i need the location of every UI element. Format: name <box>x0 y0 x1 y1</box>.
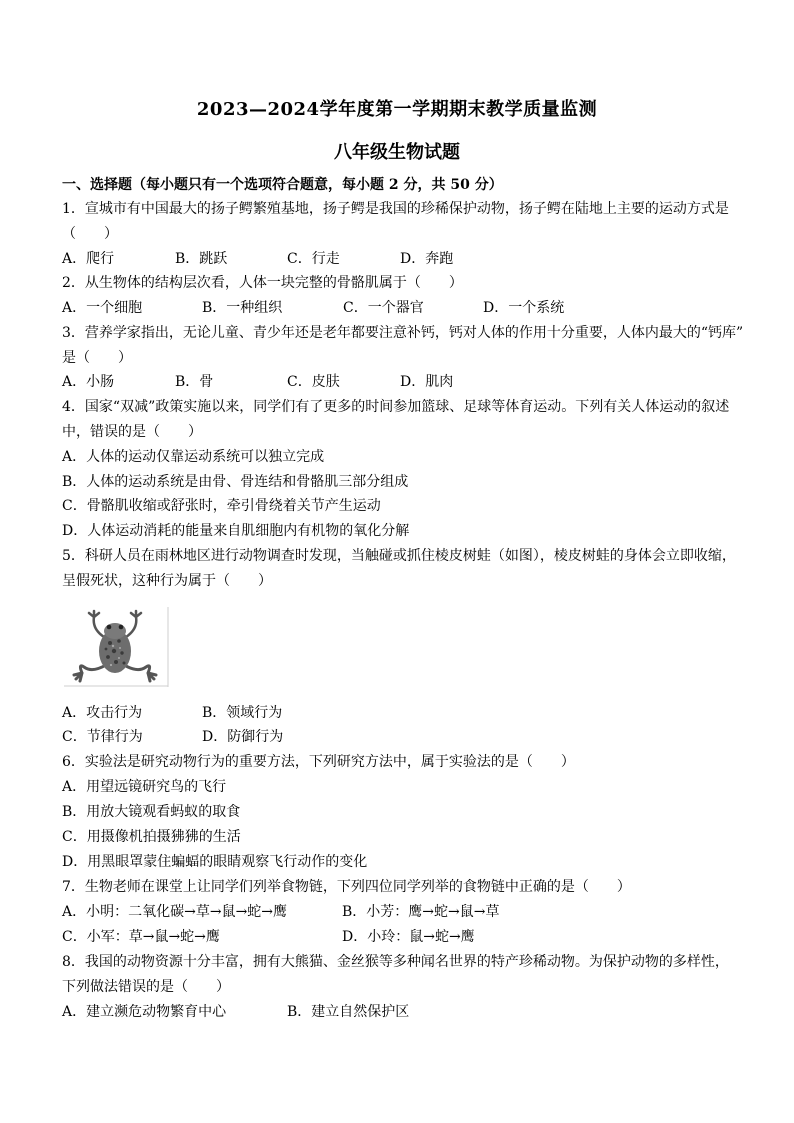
question-7-option-a: A．小明：二氧化碳→草→鼠→蛇→鹰 <box>62 904 288 920</box>
question-5-option-d: D．防御行为 <box>202 729 284 745</box>
question-1-stem: 1．宣城市有中国最大的扬子鳄繁殖基地，扬子鳄是我国的珍稀保护动物，扬子鳄在陆地上主要的运动方式是 <box>62 201 729 217</box>
section-heading: 一、选择题（每小题只有一个选项符合题意，每小题 2 分，共 50 分） <box>62 177 503 193</box>
question-3-option-c: C．皮肤 <box>287 374 340 390</box>
question-4-stem: 4．国家“双减”政策实施以来，同学们有了更多的时间参加篮球、足球等体育运动。下列有关人体运动的叙述 <box>62 399 730 415</box>
question-7-option-b: B．小芳：鹰→蛇→鼠→草 <box>342 904 500 920</box>
question-1-stem-cont: （ ） <box>62 226 118 242</box>
question-2-option-d: D．一个系统 <box>483 300 565 316</box>
question-2-option-b: B．一种组织 <box>202 300 283 316</box>
question-6-stem: 6．实验法是研究动物行为的重要方法，下列研究方法中，属于实验法的是（ ） <box>62 754 575 770</box>
question-3-option-d: D．肌肉 <box>400 374 454 390</box>
question-4-option-c: C．骨骼肌收缩或舒张时，牵引骨绕着关节产生运动 <box>62 498 381 514</box>
question-3-option-b: B．骨 <box>175 374 214 390</box>
question-6-option-b: B．用放大镜观看蚂蚁的取食 <box>62 804 241 820</box>
question-4-option-a: A．人体的运动仅靠运动系统可以独立完成 <box>62 449 325 465</box>
question-3-option-a: A．小肠 <box>62 374 115 390</box>
question-7-option-c: C．小军：草→鼠→蛇→鹰 <box>62 929 220 945</box>
question-5-option-b: B．领域行为 <box>202 705 283 721</box>
question-8-option-a: A．建立濒危动物繁育中心 <box>62 1004 227 1020</box>
question-1-option-b: B．跳跃 <box>175 251 228 267</box>
frog-image <box>64 607 170 687</box>
question-7-stem: 7．生物老师在课堂上让同学们列举食物链，下列四位同学列举的食物链中正确的是（ ） <box>62 879 631 895</box>
question-6-option-c: C．用摄像机拍摄狒狒的生活 <box>62 829 241 845</box>
question-5-option-c: C．节律行为 <box>62 729 143 745</box>
question-3-stem-cont: 是（ ） <box>62 350 132 366</box>
question-7-option-d: D．小玲：鼠→蛇→鹰 <box>342 929 475 945</box>
question-8-stem: 8．我国的动物资源十分丰富，拥有大熊猫、金丝猴等多种闻名世界的特产珍稀动物。为保护动物的多样性， <box>62 954 729 970</box>
question-4-option-b: B．人体的运动系统是由骨、骨连结和骨骼肌三部分组成 <box>62 474 409 490</box>
question-1-option-d: D．奔跑 <box>400 251 454 267</box>
question-5-option-a: A．攻击行为 <box>62 705 143 721</box>
question-4-option-d: D．人体运动消耗的能量来自肌细胞内有机物的氧化分解 <box>62 523 410 539</box>
question-4-stem-cont: 中，错误的是（ ） <box>62 424 202 440</box>
question-2-stem: 2．从生物体的结构层次看，人体一块完整的骨骼肌属于（ ） <box>62 275 463 291</box>
question-1-option-a: A．爬行 <box>62 251 115 267</box>
question-6-option-a: A．用望远镜研究鸟的飞行 <box>62 779 227 795</box>
question-1-option-c: C．行走 <box>287 251 340 267</box>
question-8-option-b: B．建立自然保护区 <box>287 1004 410 1020</box>
question-5-stem-cont: 呈假死状，这种行为属于（ ） <box>62 573 272 589</box>
question-2-option-c: C．一个器官 <box>343 300 424 316</box>
question-6-option-d: D．用黑眼罩蒙住蝙蝠的眼睛观察飞行动作的变化 <box>62 854 368 870</box>
question-8-stem-cont: 下列做法错误的是（ ） <box>62 979 230 995</box>
question-5-stem: 5．科研人员在雨林地区进行动物调查时发现，当触碰或抓住棱皮树蛙（如图），棱皮树蛙的身体会立即收缩， <box>62 548 736 564</box>
exam-subtitle: 八年级生物试题 <box>334 142 460 163</box>
question-3-stem: 3．营养学家指出，无论儿童、青少年还是老年都要注意补钙，钙对人体的作用十分重要，人体内最大的“钙库” <box>62 325 744 341</box>
exam-title: 2023—2024学年度第一学期期末教学质量监测 <box>196 99 598 120</box>
question-2-option-a: A．一个细胞 <box>62 300 143 316</box>
